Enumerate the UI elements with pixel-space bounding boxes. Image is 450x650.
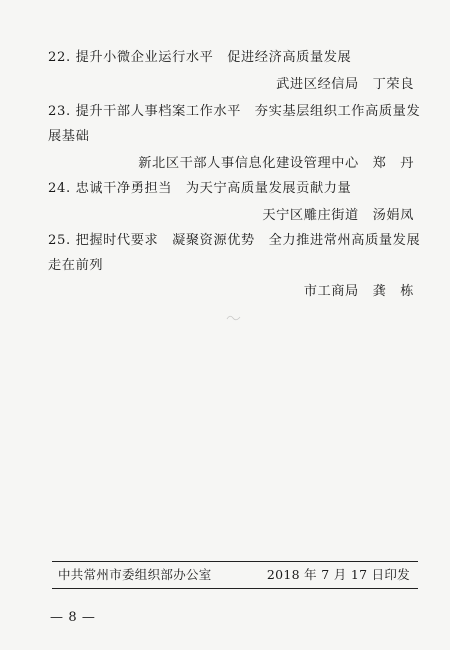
item-22-author: 武进区经信局 丁荣良: [276, 77, 414, 92]
item-22-title: 22. 提升小微企业运行水平 促进经济高质量发展: [48, 50, 352, 65]
item-24-author: 天宁区雕庄街道 汤娟凤: [262, 208, 414, 223]
item-25-author: 市工商局 龚 栋: [303, 284, 414, 299]
footer-date: 2018 年 7 月 17 日印发: [266, 567, 410, 582]
item-24-title: 24. 忠诚干净勇担当 为天宁高质量发展贡献力量: [48, 181, 352, 196]
item-25-title: 25. 把握时代要求 凝聚资源优势 全力推进常州高质量发展: [48, 233, 421, 248]
item-23-title: 23. 提升干部人事档案工作水平 夯实基层组织工作高质量发: [48, 104, 421, 119]
footer-bottom-rule: [52, 588, 418, 589]
page-number: — 8 —: [50, 610, 96, 625]
footer-top-rule: [52, 561, 418, 562]
footer-issuer: 中共常州市委组织部办公室: [58, 567, 212, 582]
scan-smudge: [226, 313, 242, 323]
item-23-author: 新北区干部人事信息化建设管理中心 郑 丹: [138, 156, 414, 171]
item-25-title-continued: 走在前列: [48, 258, 104, 273]
item-23-title-continued: 展基础: [48, 129, 90, 144]
